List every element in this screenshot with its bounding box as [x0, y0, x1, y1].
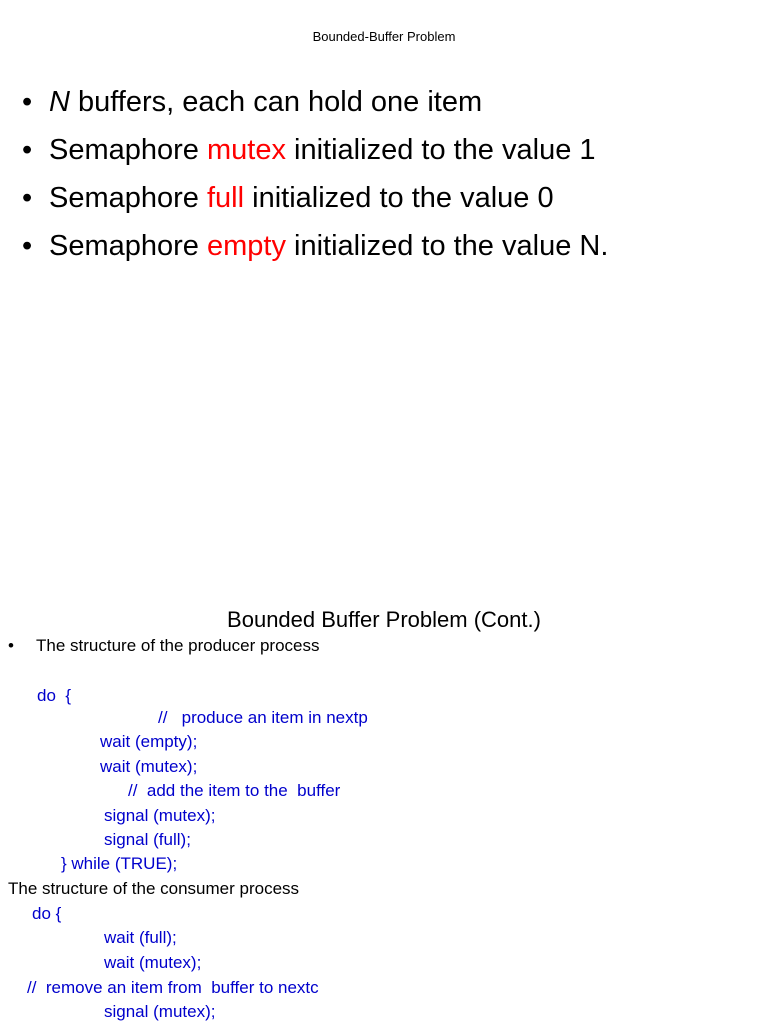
italic-n: N [49, 86, 70, 118]
bullet-dot: • [8, 636, 14, 655]
bullet-item [22, 222, 608, 270]
bullet-text: initialized to the value 1 [285, 134, 596, 166]
highlight-mutex: mutex [207, 134, 286, 166]
bullet-text: initialized to the value 0 [244, 182, 554, 214]
consumer-heading: The structure of the consumer process [8, 879, 300, 898]
code-line: signal (full); [104, 830, 191, 849]
bullet-text: Semaphore [49, 230, 207, 262]
code-line: wait (mutex); [100, 757, 198, 776]
bullet-text: initialized to the value N. [285, 230, 609, 262]
slide2-title: Bounded Buffer Problem (Cont.) [227, 607, 541, 632]
bullet-item [22, 78, 608, 126]
code-line: wait (full); [104, 928, 177, 947]
producer-heading-text: The structure of the producer process [36, 636, 320, 655]
bullet-item [22, 126, 608, 174]
code-comment: // remove an item from buffer to nextc [27, 978, 319, 997]
bullet-list [22, 78, 608, 270]
code-line: signal (mutex); [104, 806, 216, 825]
code-line: do { [37, 686, 72, 705]
code-line: } while (TRUE); [61, 854, 178, 873]
code-line: wait (empty); [100, 732, 198, 751]
bullet-text: Semaphore [49, 134, 207, 166]
code-line: do { [32, 904, 62, 923]
bullet-text: buffers, each can hold one item [69, 86, 483, 118]
slide-title: Bounded-Buffer Problem [312, 29, 456, 44]
code-comment: // produce an item in nextp [158, 708, 368, 727]
code-line: signal (mutex); [104, 1002, 216, 1021]
producer-heading [8, 635, 319, 657]
code-line: wait (mutex); [104, 953, 202, 972]
bullet-text: Semaphore [49, 182, 207, 214]
highlight-empty: empty [207, 230, 286, 262]
highlight-full: full [207, 182, 245, 214]
code-comment: // add the item to the buffer [128, 781, 341, 800]
bullet-item [22, 174, 608, 222]
